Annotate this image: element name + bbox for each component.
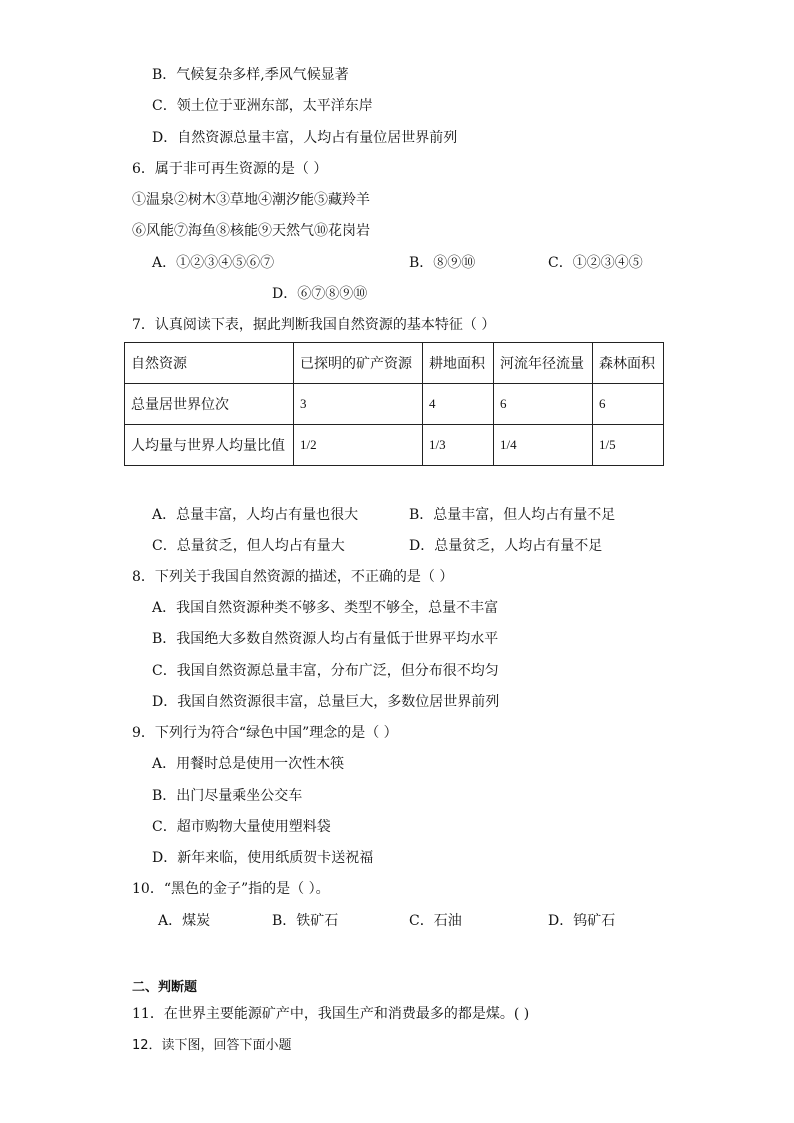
q10-option-a: A．煤炭 <box>158 913 211 929</box>
q7-stem: 7．认真阅读下表，据此判断我国自然资源的基本特征（ ） <box>132 317 496 333</box>
q6-stem: 6．属于非可再生资源的是（ ） <box>132 161 328 177</box>
q10-option-b: B．铁矿石 <box>272 913 339 929</box>
table-cell: 人均量与世界人均量比值 <box>125 425 294 466</box>
q9-stem: 9．下列行为符合“绿色中国”理念的是（ ） <box>132 725 398 741</box>
q8-option-d: D．我国自然资源很丰富，总量巨大，多数位居世界前列 <box>152 694 500 710</box>
q7-option-c: C．总量贫乏，但人均占有量大 <box>152 538 345 554</box>
q9-option-d: D．新年来临，使用纸质贺卡送祝福 <box>152 850 374 866</box>
table-cell: 1/5 <box>593 425 664 466</box>
q5-option-c: C．领土位于亚洲东部，太平洋东岸 <box>152 98 373 114</box>
table-cell: 6 <box>494 384 593 425</box>
table-header-cell: 已探明的矿产资源 <box>294 343 423 384</box>
table-row <box>125 384 664 425</box>
q11-stem: 11．在世界主要能源矿产中，我国生产和消费最多的都是煤。( ) <box>132 1006 530 1022</box>
table-cell: 1/3 <box>423 425 494 466</box>
q12-stem: 12．读下图，回答下面小题 <box>132 1038 292 1053</box>
q8-stem: 8．下列关于我国自然资源的描述，不正确的是（ ） <box>132 569 454 585</box>
q5-option-d: D．自然资源总量丰富，人均占有量位居世界前列 <box>152 130 458 146</box>
resource-table <box>124 342 664 466</box>
q6-items-line2: ⑥风能⑦海鱼⑧核能⑨天然气⑩花岗岩 <box>132 223 370 239</box>
table-header-cell: 河流年径流量 <box>494 343 593 384</box>
table-header-cell: 耕地面积 <box>423 343 494 384</box>
table-header-row <box>125 343 664 384</box>
q6-items-line1: ①温泉②树木③草地④潮汐能⑤藏羚羊 <box>132 192 370 208</box>
table-header-cell: 自然资源 <box>125 343 294 384</box>
table-cell: 3 <box>294 384 423 425</box>
q6-option-d: D．⑥⑦⑧⑨⑩ <box>272 286 368 302</box>
q8-option-a: A．我国自然资源种类不够多、类型不够全，总量不丰富 <box>152 600 499 616</box>
q7-option-b: B．总量丰富，但人均占有量不足 <box>409 507 616 523</box>
q9-option-c: C．超市购物大量使用塑料袋 <box>152 819 331 835</box>
q6-option-b: B．⑧⑨⑩ <box>409 255 476 271</box>
table-cell: 1/4 <box>494 425 593 466</box>
q5-option-b: B．气候复杂多样,季风气候显著 <box>152 67 349 83</box>
q10-option-c: C．石油 <box>409 913 462 929</box>
table-cell: 6 <box>593 384 664 425</box>
q9-option-b: B．出门尽量乘坐公交车 <box>152 788 303 804</box>
table-cell: 4 <box>423 384 494 425</box>
q8-option-c: C．我国自然资源总量丰富，分布广泛，但分布很不均匀 <box>152 663 499 679</box>
table-cell: 1/2 <box>294 425 423 466</box>
table-row <box>125 425 664 466</box>
q7-option-a: A．总量丰富，人均占有量也很大 <box>152 507 359 523</box>
section-title: 二、判断题 <box>132 980 198 995</box>
q6-option-a: A．①②③④⑤⑥⑦ <box>152 255 275 271</box>
table-header-cell: 森林面积 <box>593 343 664 384</box>
q8-option-b: B．我国绝大多数自然资源人均占有量低于世界平均水平 <box>152 631 499 647</box>
q7-option-d: D．总量贫乏，人均占有量不足 <box>409 538 603 554</box>
q6-option-c: C．①②③④⑤ <box>548 255 643 271</box>
q9-option-a: A．用餐时总是使用一次性木筷 <box>152 756 345 772</box>
q10-stem: 10．“黑色的金子”指的是（ ）。 <box>132 881 330 897</box>
q10-option-d: D．钨矿石 <box>548 913 616 929</box>
table-cell: 总量居世界位次 <box>125 384 294 425</box>
